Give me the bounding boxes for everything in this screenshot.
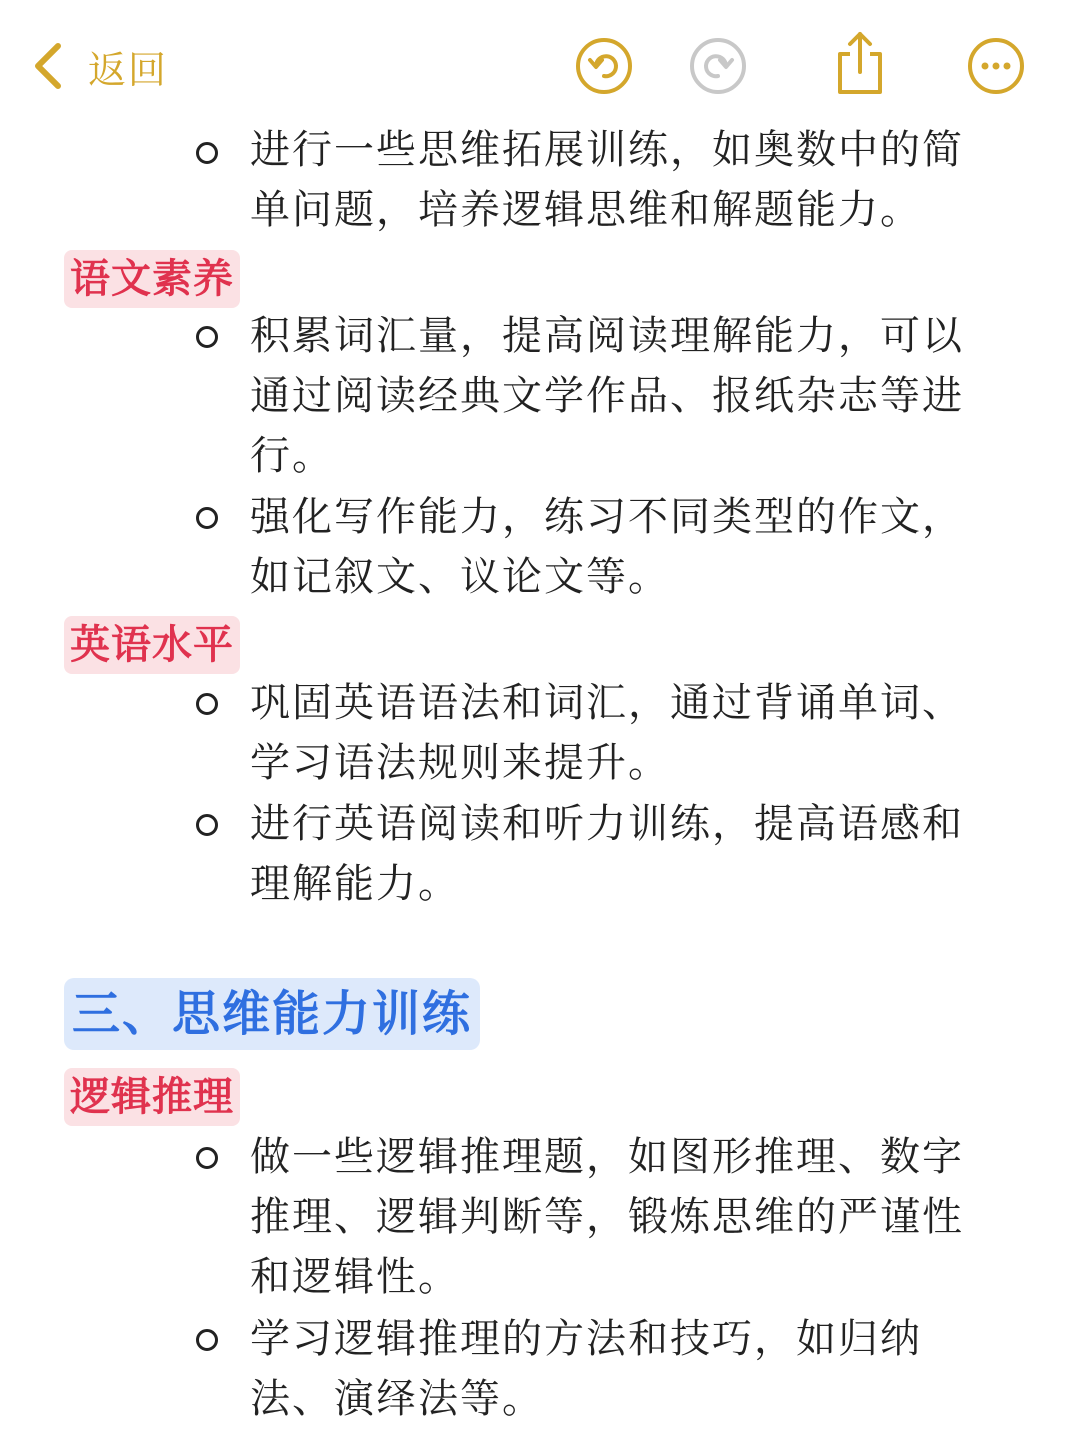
share-icon xyxy=(830,30,890,96)
bullet-icon xyxy=(196,693,218,715)
bullet-icon xyxy=(196,1329,218,1351)
list-item[interactable] xyxy=(250,673,975,793)
list-item-line: 做一些逻辑推理题，如图形推理、数字 xyxy=(250,1134,964,1180)
list-item-line: 强化写作能力，练习不同类型的作文， xyxy=(250,494,964,540)
list-item-line: 如记叙文、议论文等。 xyxy=(250,554,670,600)
bullet-icon xyxy=(196,1147,218,1169)
section-title-english: 英语水平 xyxy=(64,616,240,674)
section-title-chinese: 语文素养 xyxy=(64,250,240,308)
section-heading-thinking: 三、思维能力训练 xyxy=(64,978,480,1050)
list-item-line: 进行一些思维拓展训练，如奥数中的简 xyxy=(250,127,964,173)
bullet-icon xyxy=(196,507,218,529)
list-item[interactable] xyxy=(250,487,975,607)
nav-bar xyxy=(0,0,1080,120)
bullet-icon xyxy=(196,814,218,836)
more-button[interactable] xyxy=(966,36,1026,96)
undo-icon xyxy=(574,36,634,96)
list-item-line: 积累词汇量，提高阅读理解能力，可以 xyxy=(250,313,964,359)
section-title-logic: 逻辑推理 xyxy=(64,1068,240,1126)
list-item[interactable] xyxy=(250,120,975,240)
bullet-icon xyxy=(196,326,218,348)
list-item-line: 理解能力。 xyxy=(250,861,460,907)
list-item-line: 学习逻辑推理的方法和技巧，如归纳 xyxy=(250,1316,922,1362)
list-item-line: 推理、逻辑判断等，锻炼思维的严谨性 xyxy=(250,1194,964,1240)
share-button[interactable] xyxy=(830,30,890,90)
list-item[interactable] xyxy=(250,1309,975,1429)
list-item-line: 单问题，培养逻辑思维和解题能力。 xyxy=(250,187,922,233)
chevron-left-icon xyxy=(28,40,68,92)
list-item-line: 进行英语阅读和听力训练，提高语感和 xyxy=(250,801,964,847)
list-item[interactable] xyxy=(250,306,975,486)
list-item-line: 和逻辑性。 xyxy=(250,1254,460,1300)
list-item-line: 巩固英语语法和词汇，通过背诵单词、 xyxy=(250,680,964,726)
list-item[interactable] xyxy=(250,1127,975,1307)
back-label: 返回 xyxy=(88,47,169,92)
list-item-line: 行。 xyxy=(250,433,334,479)
back-button[interactable] xyxy=(28,36,168,96)
list-item-line: 法、演绎法等。 xyxy=(250,1376,544,1422)
undo-button[interactable] xyxy=(574,36,634,96)
more-icon xyxy=(966,36,1026,96)
list-item-line: 学习语法规则来提升。 xyxy=(250,740,670,786)
list-item-line: 通过阅读经典文学作品、报纸杂志等进 xyxy=(250,373,964,419)
list-item[interactable] xyxy=(250,794,975,914)
redo-button[interactable] xyxy=(688,36,748,96)
bullet-icon xyxy=(196,142,218,164)
redo-icon xyxy=(688,36,748,96)
